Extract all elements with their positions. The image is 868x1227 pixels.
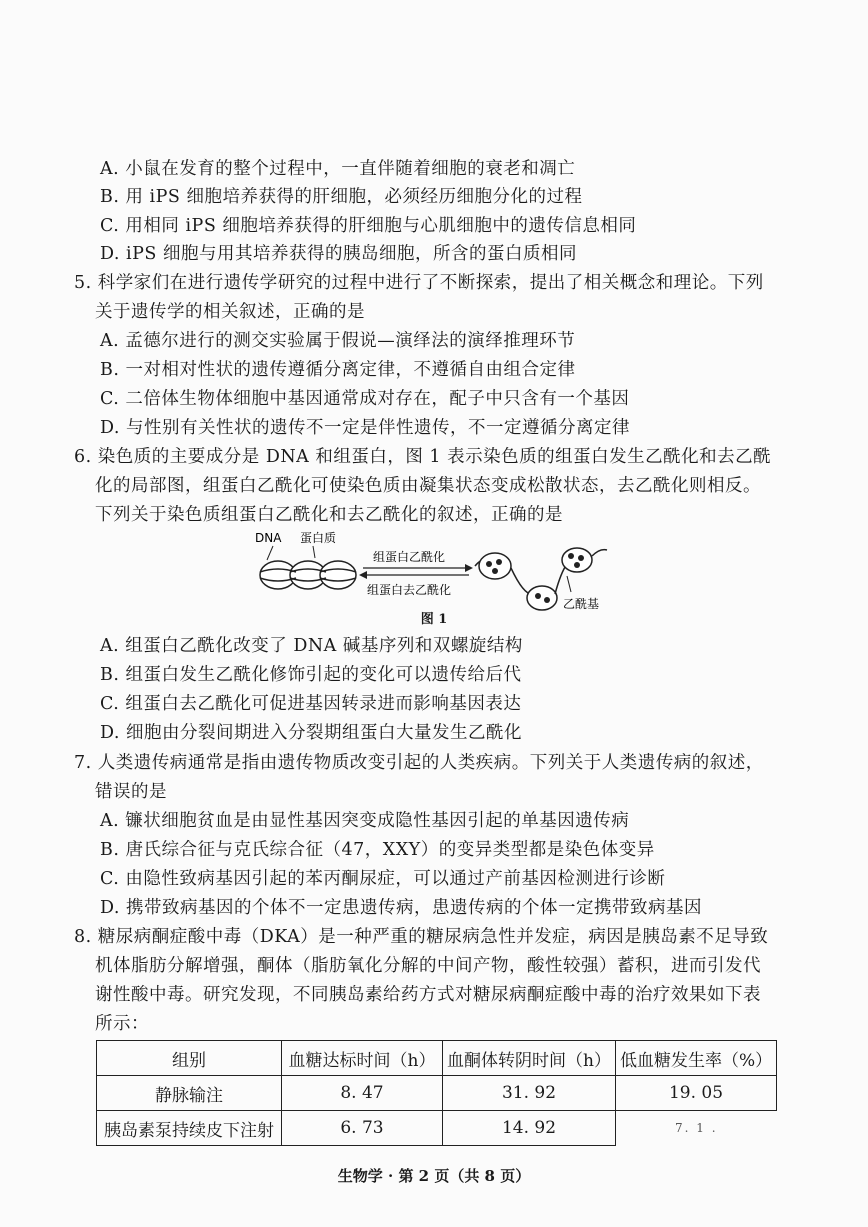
q6-stem-line1: 6. 染色质的主要成分是 DNA 和组蛋白，图 1 表示染色质的组蛋白发生乙酰化和去乙酰 — [74, 447, 772, 467]
table-cell: 14. 92 — [443, 1111, 616, 1146]
q7-stem-line1: 7. 人类遗传病通常是指由遗传物质改变引起的人类疾病。下列关于人类遗传病的叙述， — [74, 753, 764, 773]
figure-caption: 图 1 — [420, 612, 448, 627]
table-cell: 19. 05 — [615, 1076, 776, 1111]
q4-option-d: D. iPS 细胞与用其培养获得的胰岛细胞，所含的蛋白质相同 — [100, 244, 577, 264]
q7-stem-line2: 错误的是 — [95, 782, 167, 802]
q5-option-d: D. 与性别有关性状的遗传不一定是伴性遗传，不一定遵循分离定律 — [100, 418, 631, 438]
q6-option-b: B. 组蛋白发生乙酰化修饰引起的变化可以遗传给后代 — [100, 665, 522, 685]
dna-pointer — [267, 546, 273, 560]
table-cell-cutoff: 7. 1 . — [615, 1111, 776, 1146]
table-header-row — [97, 1041, 777, 1076]
table-cell: 6. 73 — [282, 1111, 443, 1146]
q8-stem-line1: 8. 糖尿病酮症酸中毒（DKA）是一种严重的糖尿病急性并发症，病因是胰岛素不足导致 — [74, 927, 769, 947]
table-header: 组别 — [97, 1041, 282, 1076]
page-footer: 生物学 · 第 2 页（共 8 页） — [337, 1167, 531, 1185]
q8-stem-line3: 谢性酸中毒。研究发现，不同胰岛素给药方式对糖尿病酮症酸中毒的治疗效果如下表 — [95, 985, 761, 1005]
table-header: 低血糖发生率（%） — [615, 1041, 776, 1076]
q7-option-c: C. 由隐性致病基因引起的苯丙酮尿症，可以通过产前基因检测进行诊断 — [100, 869, 666, 889]
table-cell: 静脉输注 — [97, 1076, 282, 1111]
q7-option-b: B. 唐氏综合征与克氏综合征（47，XXY）的变异类型都是染色体变异 — [100, 840, 655, 860]
arrow-label-deacetylation: 组蛋白去乙酰化 — [367, 583, 452, 597]
q4-option-b: B. 用 iPS 细胞培养获得的肝细胞，必须经历细胞分化的过程 — [100, 187, 583, 207]
table-row — [97, 1076, 777, 1111]
q6-option-c: C. 组蛋白去乙酰化可促进基因转录进而影响基因表达 — [100, 694, 522, 714]
q7-option-d: D. 携带致病基因的个体不一定患遗传病，患遗传病的个体一定携带致病基因 — [100, 898, 703, 918]
q8-stem-line4: 所示： — [95, 1014, 149, 1034]
q5-stem-line2: 关于遗传学的相关叙述，正确的是 — [95, 302, 365, 322]
q5-option-c: C. 二倍体生物体细胞中基因通常成对存在，配子中只含有一个基因 — [100, 389, 630, 409]
q6-option-d: D. 细胞由分裂间期进入分裂期组蛋白大量发生乙酰化 — [100, 723, 523, 743]
table-cell: 31. 92 — [443, 1076, 616, 1111]
acetylation-arrowhead — [465, 564, 473, 572]
deacetylation-arrowhead — [359, 571, 367, 579]
table-row — [97, 1111, 777, 1146]
q6-stem-line3: 下列关于染色质组蛋白乙酰化和去乙酰化的叙述，正确的是 — [95, 505, 563, 525]
q5-option-b: B. 一对相对性状的遗传遵循分离定律，不遵循自由组合定律 — [100, 360, 576, 380]
condensed-nucleosomes — [260, 561, 356, 589]
q4-option-c: C. 用相同 iPS 细胞培养获得的肝细胞与心肌细胞中的遗传信息相同 — [100, 216, 637, 236]
q7-option-a: A. 镰状细胞贫血是由显性基因突变成隐性基因引起的单基因遗传病 — [100, 811, 630, 831]
q4-option-a: A. 小鼠在发育的整个过程中，一直伴随着细胞的衰老和凋亡 — [100, 159, 576, 179]
q6-stem-line2: 化的局部图，组蛋白乙酰化可使染色质由凝集状态变成松散状态，去乙酰化则相反。 — [95, 476, 761, 496]
q6-option-a: A. 组蛋白乙酰化改变了 DNA 碱基序列和双螺旋结构 — [100, 636, 523, 656]
table-cell: 8. 47 — [282, 1076, 443, 1111]
table-cell: 胰岛素泵持续皮下注射 — [97, 1111, 282, 1146]
q8-stem-line2: 机体脂肪分解增强，酮体（脂肪氧化分解的中间产物，酸性较强）蓄积，进而引发代 — [95, 956, 761, 976]
q5-stem-line1: 5. 科学家们在进行遗传学研究的过程中进行了不断探索，提出了相关概念和理论。下列 — [74, 273, 764, 293]
table-header: 血酮体转阴时间（h） — [443, 1041, 616, 1076]
arrow-label-acetylation: 组蛋白乙酰化 — [373, 550, 446, 564]
label-acetyl: 乙酰基 — [563, 597, 600, 611]
results-table — [96, 1040, 777, 1146]
acetyl-pointer — [567, 576, 571, 592]
label-protein: 蛋白质 — [300, 531, 337, 545]
table-header: 血糖达标时间（h） — [282, 1041, 443, 1076]
q5-option-a: A. 孟德尔进行的测交实验属于假说—演绎法的演绎推理环节 — [100, 331, 576, 351]
label-dna: DNA — [255, 531, 282, 545]
protein-pointer — [313, 546, 315, 558]
